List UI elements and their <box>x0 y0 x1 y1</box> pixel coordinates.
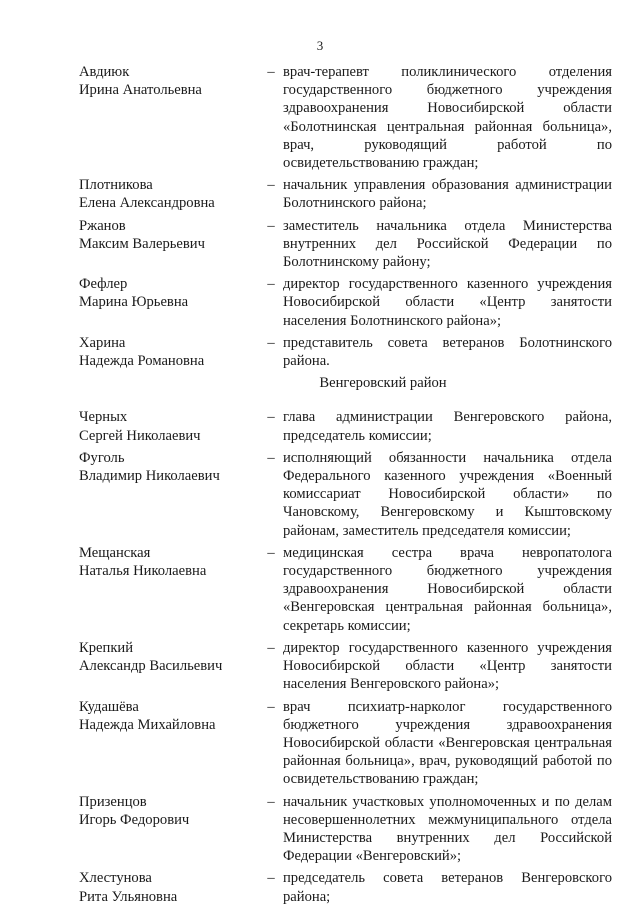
member-duty: представитель совета ветеранов Болотнинского района. <box>283 334 612 370</box>
surname: Плотникова <box>79 177 153 194</box>
member-duty: исполняющий обязанности начальника отдела Федерального казенного учреждения «Военный комиссариат Новосибирской области» по Чановскому, Венгеровскому и Кыштовскому районам, заместитель председателя комиссии; <box>283 449 612 539</box>
member-duty: директор государственного казенного учреждения Новосибирской области «Центр занятости населения Болотнинского района»; <box>283 276 612 329</box>
member-name <box>79 334 263 370</box>
surname: Ржанов <box>79 217 126 234</box>
surname: Авдиюк <box>79 64 130 80</box>
given-name: Максим Валерьевич <box>79 235 205 252</box>
entry <box>79 63 612 172</box>
member-name <box>79 176 263 212</box>
surname: Кудашёва <box>79 698 139 715</box>
member-duty: глава администрации Венгеровского района, председатель комиссии; <box>283 409 612 444</box>
member-name <box>79 449 263 540</box>
surname: Мещанская <box>79 544 151 561</box>
member-name <box>79 544 263 635</box>
member-name <box>79 869 263 905</box>
given-name: Сергей Николаевич <box>79 427 201 444</box>
page-number: 3 <box>316 38 324 53</box>
member-duty: директор государственного казенного учреждения Новосибирской области «Центр занятости населения Венгеровского района»; <box>283 639 612 693</box>
entry <box>79 869 612 905</box>
given-name: Елена Александровна <box>79 195 215 212</box>
district-header: Венгеровский район <box>319 375 447 392</box>
entry <box>79 334 612 370</box>
given-name: Владимир Николаевич <box>79 468 220 485</box>
entry <box>79 639 612 694</box>
surname: Крепкий <box>79 639 134 656</box>
surname: Фефлер <box>79 276 128 293</box>
dash: – <box>267 698 275 715</box>
member-name <box>79 275 263 330</box>
surname: Харина <box>79 334 126 351</box>
given-name: Александр Васильевич <box>79 658 223 675</box>
member-name <box>79 63 263 172</box>
surname: Черных <box>79 409 128 426</box>
entry <box>79 544 612 635</box>
entry <box>79 408 612 444</box>
given-name: Марина Юрьевна <box>79 294 189 311</box>
given-name: Надежда Романовна <box>79 353 205 370</box>
dash: – <box>267 276 275 293</box>
given-name: Надежда Михайловна <box>79 716 216 733</box>
dash: – <box>267 639 275 656</box>
surname: Хлестунова <box>79 870 152 887</box>
member-duty: начальник участковых уполномоченных и по делам несовершеннолетних межмуниципального отдела Министерства внутренних дел Российской Федерации «Венгеровский»; <box>283 793 612 865</box>
given-name: Наталья Николаевна <box>79 563 207 580</box>
member-duty: врач психиатр-нарколог государственного бюджетного учреждения здравоохранения Новосибирской области «Венгеровская центральная районная больница», врач, руководящий работой по освидетельствованию граждан; <box>283 698 612 788</box>
member-duty: председатель совета ветеранов Венгеровского района; <box>283 870 612 905</box>
given-name: Ирина Анатольевна <box>79 82 202 99</box>
dash: – <box>267 334 275 351</box>
member-name <box>79 408 263 444</box>
member-duty: заместитель начальника отдела Министерства внутренних дел Российской Федерации по Болотнинскому району; <box>283 217 612 271</box>
given-name: Игорь Федорович <box>79 811 190 828</box>
member-name <box>79 639 263 694</box>
member-name <box>79 793 263 866</box>
member-name <box>79 698 263 789</box>
dash: – <box>267 544 275 561</box>
entry <box>79 698 612 789</box>
member-duty: врач-терапевт поликлинического отделения государственного бюджетного учреждения здравоохранения Новосибирской области «Болотнинская центральная районная больница», врач, руководящий работой по освидетельствованию граждан; <box>283 64 612 172</box>
dash: – <box>267 793 275 810</box>
dash: – <box>267 409 275 426</box>
entry <box>79 217 612 272</box>
dash: – <box>267 870 275 887</box>
entries-top <box>79 63 612 370</box>
dash: – <box>267 177 275 194</box>
entry <box>79 275 612 330</box>
member-duty: начальник управления образования администрации Болотнинского района; <box>283 177 612 212</box>
entry <box>79 176 612 212</box>
member-name <box>79 217 263 272</box>
entry <box>79 793 612 866</box>
entry <box>79 449 612 540</box>
member-duty: медицинская сестра врача невропатолога государственного бюджетного учреждения здравоохранения Новосибирской области «Венгеровская центральная районная больница», секретарь комиссии; <box>283 544 612 634</box>
surname: Призенцов <box>79 793 147 810</box>
dash: – <box>267 64 275 80</box>
commission-list <box>79 63 612 910</box>
dash: – <box>267 217 275 234</box>
dash: – <box>267 449 275 466</box>
entries-bottom <box>79 408 612 905</box>
given-name: Рита Ульяновна <box>79 888 178 905</box>
surname: Фуголь <box>79 449 125 466</box>
